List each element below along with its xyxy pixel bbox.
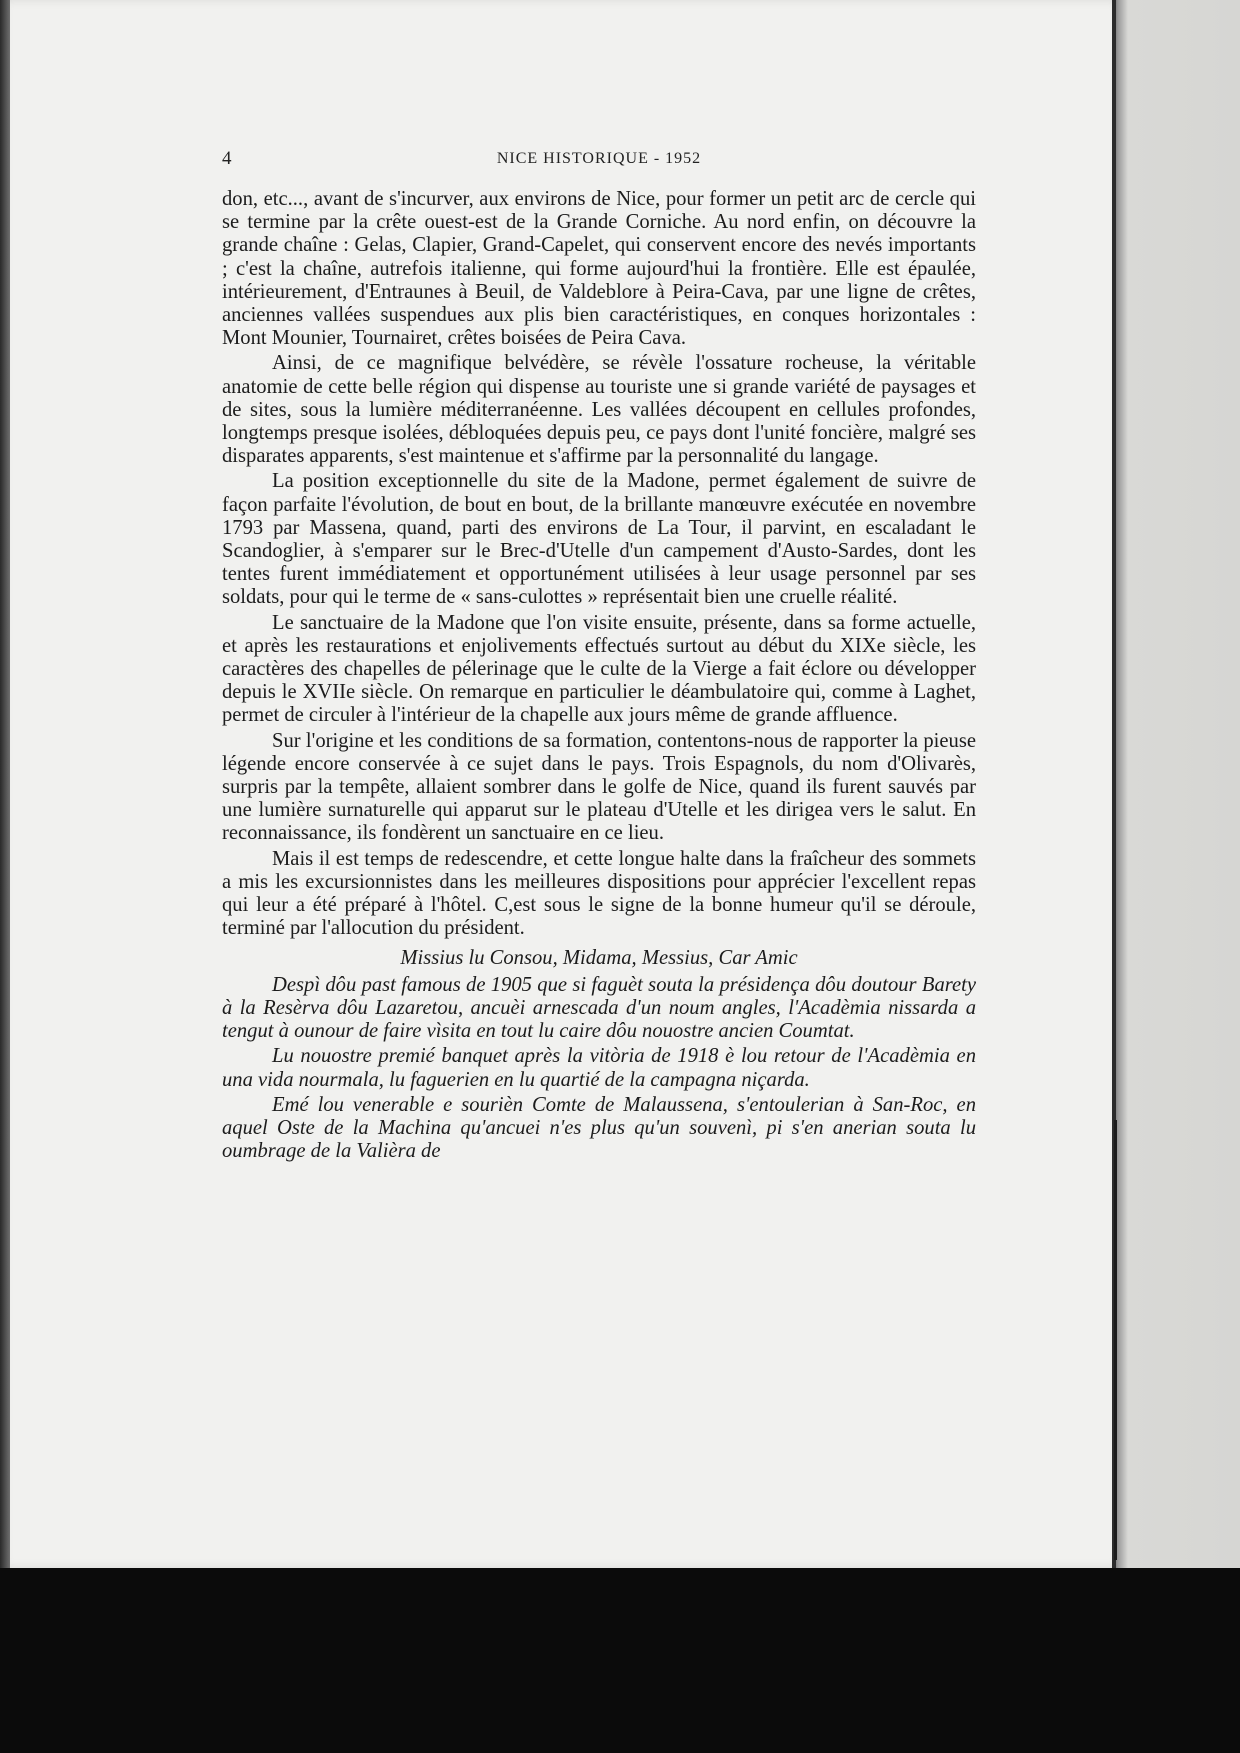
paragraph: Ainsi, de ce magnifique belvédère, se révèle l'ossature rocheuse, la véritable anatomie de cette belle région qui dispense au touriste une si grande variété de paysages et de sites, sous la lumière méditerranéenne. Les vallées découpent en cellules profondes, longtemps presque isolées, débloquées depuis peu, ce pays dont l'unité foncière, malgré ses disparates apparents, s'est maintenue et s'affirme par la personnalité du langage. xyxy=(222,352,976,468)
speech-paragraph: Lu nouostre premié banquet après la vitòria de 1918 è lou retour de l'Acadèmia en una vida nourmala, lu faguerien en lu quartié de la campagna niçarda. xyxy=(222,1045,976,1091)
scan-background xyxy=(0,1568,1240,1753)
page-fold-shadow-lower xyxy=(1114,1120,1117,1560)
speech-paragraph: Despì dôu past famous de 1905 que si faguèt souta la présidença dôu doutour Barety à la Resèrva dôu Lazaretou, ancuèi arnescada d'un noum angles, l'Acadèmia nissarda a tengut à ounour de faire vìsita en tout lu caire dôu nouostre ancien Coumtat. xyxy=(222,973,976,1043)
speech-paragraph: Emé lou venerable e sourièn Comte de Malaussena, s'entoulerian à San-Roc, en aquel Oste de la Machina qu'ancuei n'es plus qu'un souvenì, pi s'en anerian souta lu oumbrage de la Valièra de xyxy=(222,1093,976,1163)
page-header xyxy=(222,148,976,178)
article-body xyxy=(222,188,976,1163)
paragraph: La position exceptionnelle du site de la Madone, permet également de suivre de façon parfaite l'évolution, de bout en bout, de la brillante manœuvre exécutée en novembre 1793 par Massena, quand, parti des environs de La Tour, il parvint, en escaladant le Scandoglier, à s'emparer sur le Brec-d'Utelle d'un campement d'Austo-Sardes, dont les tentes furent immédiatement et opportunément utilisées à leur usage personnel par ses soldats, pour qui le terme de « sans-culottes » représentait bien une cruelle réalité. xyxy=(222,470,976,609)
paragraph: Le sanctuaire de la Madone que l'on visite ensuite, présente, dans sa forme actuelle, et après les restaurations et enjolivements effectués surtout au début du XIXe siècle, les caractères des chapelles de pélerinage que le culte de la Vierge a fait éclore ou développer depuis le XVIIe siècle. On remarque en particulier le déambulatoire qui, comme à Laghet, permet de circuler à l'intérieur de la chapelle aux jours même de grande affluence. xyxy=(222,611,976,727)
paragraph: Sur l'origine et les conditions de sa formation, contentons-nous de rapporter la pieuse légende encore conservée à ce sujet dans le pays. Trois Espagnols, du nom d'Olivarès, surpris par la tempête, allaient sombrer dans le golfe de Nice, quand ils furent sauvés par une lumière surnaturelle qui apparut sur le plateau d'Utelle et les dirigea vers le salut. En reconnaissance, ils fondèrent un sanctuaire en ce lieu. xyxy=(222,729,976,845)
facing-page-strip xyxy=(1112,0,1240,1568)
page-number: 4 xyxy=(222,148,232,169)
paragraph: don, etc..., avant de s'incurver, aux environs de Nice, pour former un petit arc de cercle qui se termine par la crête ouest-est de la Grande Corniche. Au nord enfin, on découvre la grande chaîne : Gelas, Clapier, Grand-Capelet, qui conservent encore des nevés importants ; c'est la chaîne, autrefois italienne, qui forme aujourd'hui la frontière. Elle est épaulée, intérieurement, d'Entraunes à Beuil, de Valdeblore à Peira-Cava, par une ligne de crêtes, anciennes vallées suspendues aux plis bien caractéristiques, en conques horizontales : Mont Mounier, Tournairet, crêtes boisées de Peira Cava. xyxy=(222,188,976,350)
running-title: NICE HISTORIQUE - 1952 xyxy=(496,150,702,167)
paragraph: Mais il est temps de redescendre, et cette longue halte dans la fraîcheur des sommets a mis les excursionnistes dans les meilleures dispositions pour apprécier l'excellent repas qui leur a été préparé à l'hôtel. C,est sous le signe de la bonne humeur qu'il se déroule, terminé par l'allocution du président. xyxy=(222,847,976,940)
speech-salutation: Missius lu Consou, Midama, Messius, Car Amic xyxy=(400,946,798,969)
